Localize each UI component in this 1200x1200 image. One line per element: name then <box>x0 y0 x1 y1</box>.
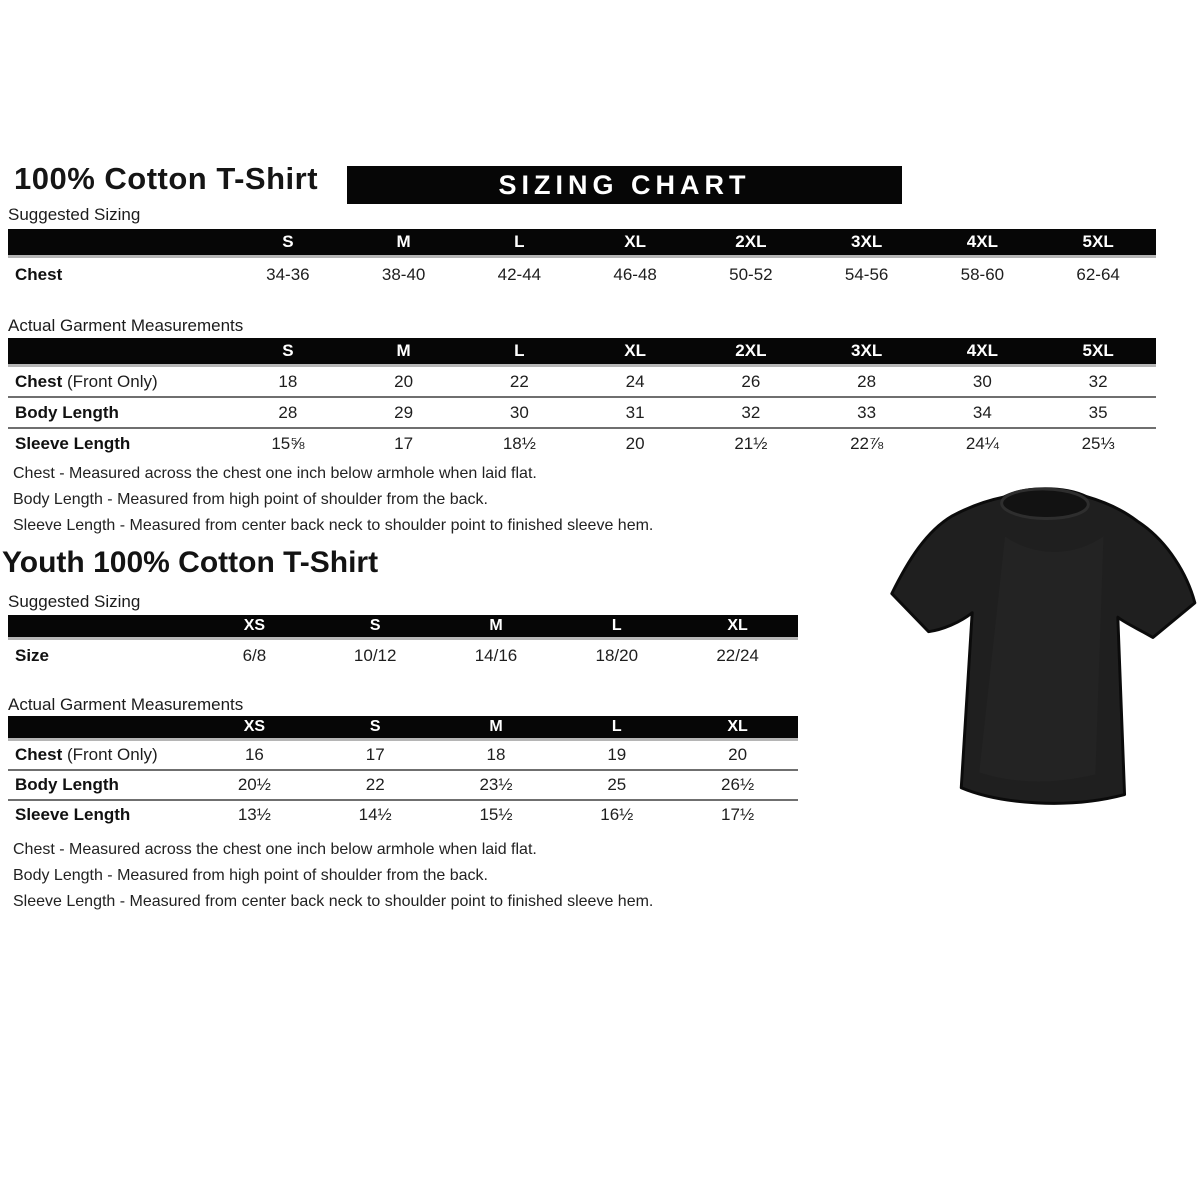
cell: 35 <box>1040 397 1156 428</box>
size-column-header: S <box>315 716 436 740</box>
cell: 18/20 <box>595 645 639 665</box>
cell: 17 <box>394 433 414 453</box>
size-column-header: 5XL <box>1040 229 1156 257</box>
size-column-header: 5XL <box>1040 338 1156 366</box>
youth-suggested-label: Suggested Sizing <box>8 592 141 611</box>
corner-cell <box>8 338 230 366</box>
tshirt-image <box>885 478 1200 808</box>
row-label: Sleeve Length <box>15 805 131 824</box>
cell: 21½ <box>734 433 768 453</box>
cell: 28 <box>809 366 925 398</box>
size-column-header: S <box>230 229 346 257</box>
size-header-row <box>8 615 798 639</box>
note-line: Sleeve Length - Measured from center back neck to shoulder point to finished sleeve hem. <box>13 517 654 534</box>
youth-actual-label: Actual Garment Measurements <box>8 695 244 714</box>
cell: 23½ <box>436 770 557 800</box>
size-column-header: XL <box>677 615 798 639</box>
cell: 22/24 <box>716 645 759 665</box>
row-label: Chest <box>15 264 63 284</box>
cell: 46-48 <box>613 264 657 284</box>
cell: 31 <box>577 397 693 428</box>
size-column-header: M <box>346 229 462 257</box>
youth-measurement-notes <box>13 842 653 920</box>
cell: 26 <box>693 366 809 398</box>
cell: 54-56 <box>844 264 889 284</box>
table-row <box>8 740 798 771</box>
cell: 62-64 <box>1076 264 1120 284</box>
cell: 34 <box>925 397 1041 428</box>
size-column-header: 4XL <box>925 229 1041 257</box>
cell: 50-52 <box>729 264 773 284</box>
cell: 25⅓ <box>1081 433 1115 453</box>
cell: 38-40 <box>381 264 426 284</box>
size-column-header: XS <box>194 615 315 639</box>
cell: 19 <box>556 740 677 771</box>
cell: 29 <box>346 397 462 428</box>
cell: 18 <box>230 366 346 398</box>
size-column-header: L <box>556 615 677 639</box>
cell: 30 <box>462 397 578 428</box>
adult-measurement-notes <box>13 466 653 544</box>
size-column-header: XL <box>577 229 693 257</box>
corner-cell <box>8 615 194 639</box>
cell: 25 <box>556 770 677 800</box>
cell: 16 <box>194 740 315 771</box>
table-row <box>8 428 1156 458</box>
cell: 6/8 <box>242 645 267 665</box>
tshirt-collar <box>1001 488 1088 519</box>
cell: 42-44 <box>497 264 542 284</box>
size-header-row <box>8 229 1156 257</box>
corner-cell <box>8 716 194 740</box>
cell: 28 <box>230 397 346 428</box>
youth-suggested-table <box>8 615 798 671</box>
size-column-header: M <box>436 716 557 740</box>
youth-title: Youth 100% Cotton T-Shirt <box>2 546 379 579</box>
row-label: Chest (Front Only) <box>8 366 230 398</box>
page-title: 100% Cotton T-Shirt <box>14 161 319 196</box>
note-line: Chest - Measured across the chest one inch below armhole when laid flat. <box>13 465 537 482</box>
adult-suggested-table <box>8 229 1156 291</box>
table-row <box>8 800 798 829</box>
sizing-chart-banner: SIZING CHART <box>347 166 902 204</box>
cell: 18½ <box>502 433 536 453</box>
row-label: Chest (Front Only) <box>8 740 194 771</box>
size-column-header: M <box>346 338 462 366</box>
youth-actual-table <box>8 716 798 829</box>
size-column-header: L <box>556 716 677 740</box>
row-label: Sleeve Length <box>15 433 131 453</box>
cell: 20½ <box>194 770 315 800</box>
table-row <box>8 639 798 672</box>
cell: 24¼ <box>965 433 999 453</box>
cell: 18 <box>436 740 557 771</box>
tshirt-graphic <box>885 478 1200 808</box>
size-column-header: XL <box>577 338 693 366</box>
row-label: Body Length <box>8 397 230 428</box>
size-column-header: XS <box>194 716 315 740</box>
cell: 14½ <box>358 805 392 824</box>
note-line: Chest - Measured across the chest one inch below armhole when laid flat. <box>13 841 537 858</box>
row-label: Size <box>15 645 50 665</box>
cell: 13½ <box>237 805 271 824</box>
size-column-header: L <box>462 229 578 257</box>
cell: 22 <box>315 770 436 800</box>
size-column-header: S <box>315 615 436 639</box>
note-line: Body Length - Measured from high point of shoulder from the back. <box>13 491 488 508</box>
cell: 30 <box>925 366 1041 398</box>
note-line: Body Length - Measured from high point of shoulder from the back. <box>13 867 488 884</box>
cell: 22⅞ <box>850 433 884 453</box>
adult-actual-table <box>8 338 1156 458</box>
corner-cell <box>8 229 230 257</box>
size-column-header: 3XL <box>809 229 925 257</box>
size-column-header: 3XL <box>809 338 925 366</box>
cell: 16½ <box>600 805 634 824</box>
note-line: Sleeve Length - Measured from center back neck to shoulder point to finished sleeve hem. <box>13 893 654 910</box>
size-column-header: S <box>230 338 346 366</box>
size-column-header: M <box>436 615 557 639</box>
cell: 17 <box>315 740 436 771</box>
size-column-header: XL <box>677 716 798 740</box>
size-column-header: 4XL <box>925 338 1041 366</box>
cell: 20 <box>346 366 462 398</box>
table-row <box>8 257 1156 292</box>
cell: 15⅝ <box>271 433 305 453</box>
table-row <box>8 770 798 800</box>
cell: 15½ <box>479 805 513 824</box>
cell: 34-36 <box>266 264 310 284</box>
cell: 24 <box>577 366 693 398</box>
size-header-row <box>8 716 798 740</box>
table-row <box>8 366 1156 398</box>
adult-actual-label: Actual Garment Measurements <box>8 316 244 335</box>
row-label: Body Length <box>8 770 194 800</box>
cell: 20 <box>677 740 798 771</box>
cell: 32 <box>1040 366 1156 398</box>
adult-suggested-label: Suggested Sizing <box>8 205 141 224</box>
cell: 14/16 <box>474 645 518 665</box>
table-row <box>8 397 1156 428</box>
cell: 22 <box>462 366 578 398</box>
cell: 26½ <box>677 770 798 800</box>
cell: 17½ <box>721 805 755 824</box>
size-column-header: 2XL <box>693 229 809 257</box>
size-column-header: 2XL <box>693 338 809 366</box>
cell: 32 <box>693 397 809 428</box>
cell: 33 <box>809 397 925 428</box>
cell: 58-60 <box>960 264 1005 284</box>
cell: 20 <box>625 433 645 453</box>
size-column-header: L <box>462 338 578 366</box>
cell: 10/12 <box>353 645 397 665</box>
size-header-row <box>8 338 1156 366</box>
